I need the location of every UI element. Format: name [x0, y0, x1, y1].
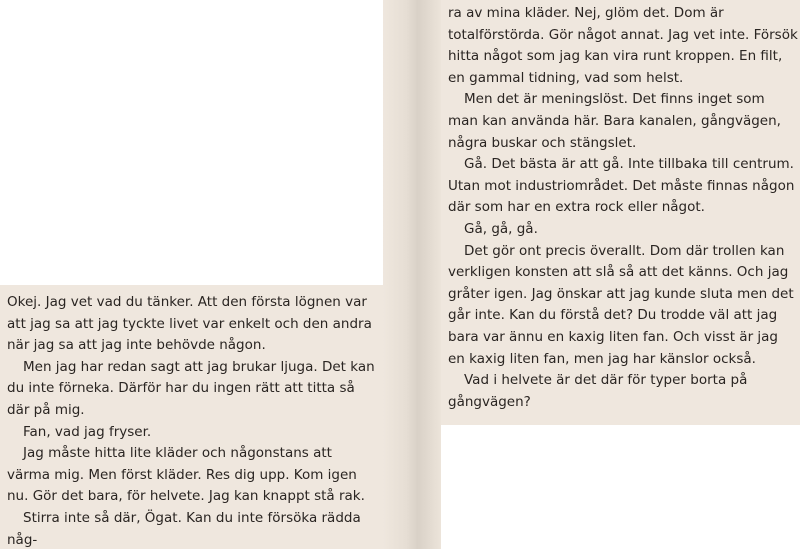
paragraph: Men jag har redan sagt att jag brukar ljuga. Det kan du inte förneka. Därför har du ingen rätt att titta så där på mig.	[7, 358, 375, 418]
paragraph: Vad i helvete är det där för typer borta på gångvägen?	[448, 372, 748, 410]
paragraph: Men det är meningslöst. Det finns inget som man kan använda här. Bara kanalen, gångvägen, några buskar och stängslet.	[448, 91, 781, 151]
paragraph: Fan, vad jag fryser.	[23, 423, 152, 440]
paragraph: Okej. Jag vet vad du tänker. Att den första lögnen var att jag sa att jag tyckte livet var enkelt och den andra när jag sa att jag inte behövde någon.	[7, 294, 372, 354]
right-page-text	[448, 3, 798, 413]
paragraph: Gå. Det bästa är att gå. Inte tillbaka till centrum. Utan mot industriområdet. Det måste finnas någon där som har en extra rock eller något.	[448, 156, 795, 216]
book-gutter	[383, 0, 441, 549]
paragraph: Jag måste hitta lite kläder och någonstans att värma mig. Men först kläder. Res dig upp. Kom igen nu. Gör det bara, för helvete. Jag kan knappt stå rak.	[7, 445, 365, 505]
paragraph: Gå, gå, gå.	[464, 220, 538, 237]
paragraph: ra av mina kläder. Nej, glöm det. Dom är totalförstörda. Gör något annat. Jag vet inte. Försök hitta något som jag kan vira runt kroppen. En filt, en gammal tidning, vad som helst.	[448, 5, 798, 86]
paragraph: Stirra inte så där, Ögat. Kan du inte försöka rädda någ-	[7, 509, 361, 548]
paragraph: Det gör ont precis överallt. Dom där trollen kan verkligen konsten att slå så att det känns. Och jag gråter igen. Jag önskar att jag kunde sluta men det går inte. Kan du förstå det? Du trodde väl att jag bara var ännu en kaxig liten fan. Och visst är jag en kaxig liten fan, men jag har känslor också.	[448, 242, 794, 367]
left-page-text	[7, 292, 379, 551]
